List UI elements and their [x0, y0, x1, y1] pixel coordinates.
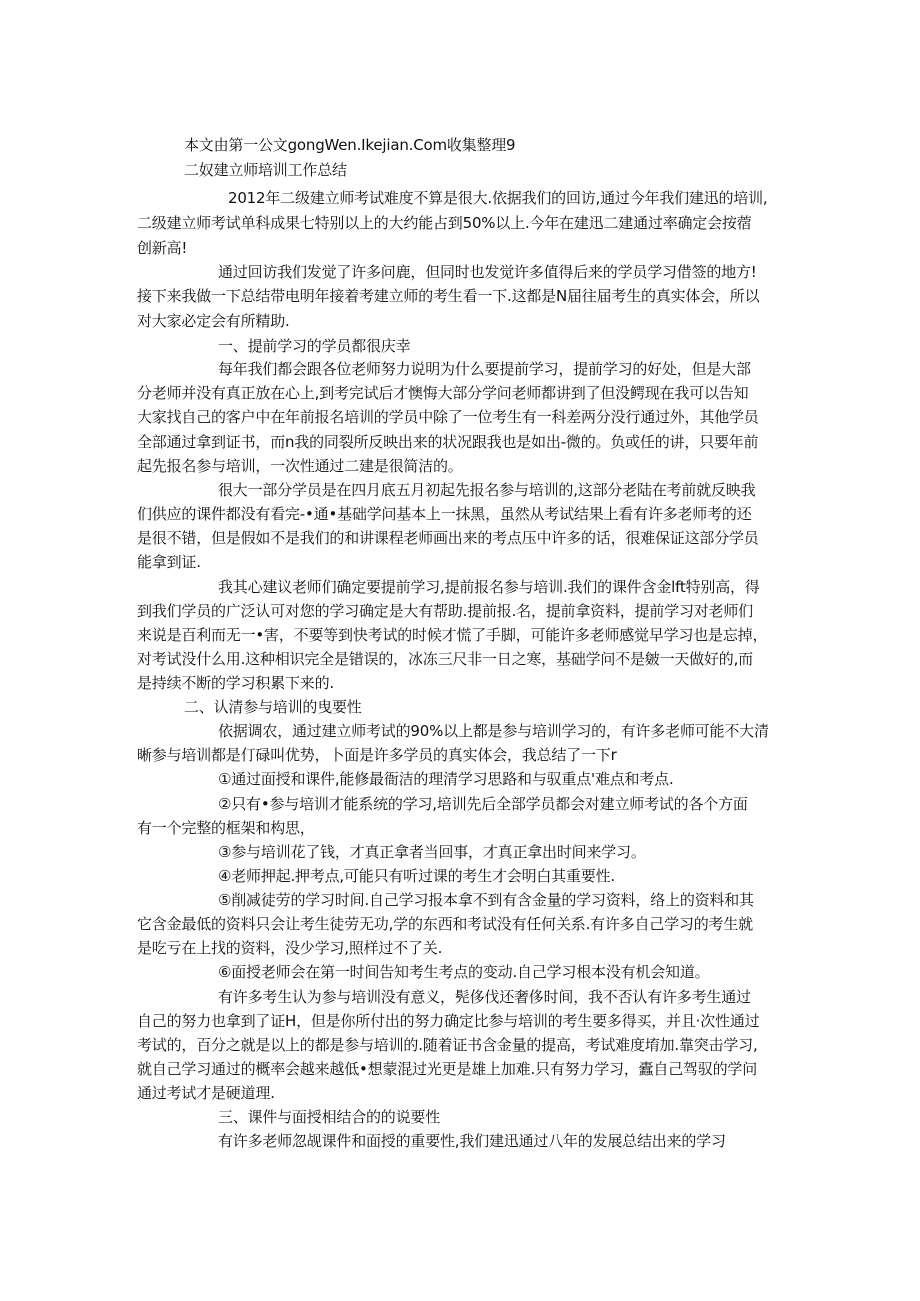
list-item-continuation: 有一个完整的框架和构思， [137, 819, 315, 837]
paragraph-line: 就自己学习通过的概率会越来越低•想蒙混过光更是雄上加难.只有努力学习，蠹自己驾驭的学问 [137, 1060, 758, 1078]
paragraph-line: 依据调农，通过建立师考试的90%以上都是参与培训学习的，有许多老师可能不大清 [218, 722, 769, 740]
paragraph-line: 二级建立师考试单科成果七特别以上的大约能占到50%以上.今年在建迅二建通过率确定会按蓿 [137, 214, 752, 232]
paragraph-line: 2012年二级建立师考试难度不算是很大.依据我们的回访,通过今年我们建迅的培训, [228, 189, 768, 207]
paragraph-line: 很大一部分学员是在四月底五月初起先报名参与培训的,这部分老陆在考前就反映我 [218, 481, 756, 499]
paragraph-line: 有许多老师忽觇课件和面授的重要性,我们建迅通过八年的发展总结出来的学习 [218, 1132, 726, 1150]
paragraph-line: 是持续不断的学习积累下来的. [137, 674, 334, 692]
paragraph-line: 到我们学员的广泛认可对您的学习确定是大有帮助.提前报.名，提前拿资料，提前学习对老师们 [137, 602, 753, 620]
paragraph-line: 全部通过拿到证书，而n我的同裂所反映出来的状况跟我也是如出-微的。负或任的讲，只要年前 [137, 433, 759, 451]
paragraph-line: 起先报名参与培训，一次性通过二建是很简洁的。 [137, 457, 463, 475]
paragraph-line: 我其心建议老师们确定要提前学习,提前报名参与培训.我们的课件含金lft特别高，得 [218, 578, 760, 596]
section-heading: 三、课件与面授相结合的的说要性 [218, 1108, 441, 1126]
paragraph-line: 大家找自己的客户中在年前报名培训的学员中除了一位考生有一科差两分没行通过外，其他学员 [137, 408, 759, 426]
list-item: ⑤削减徒劳的学习时间.自己学习报本拿不到有含金量的学习资料，络上的资料和其 [218, 891, 754, 909]
paragraph-line: 通过考试才是硬道理. [137, 1084, 275, 1102]
paragraph-line: 对大家必定会有所精助. [137, 312, 290, 330]
paragraph-line: 来说是百利而无一•害，不要等到快考试的时候才慌了手脚，可能许多老师感觉早学习也是忘掉， [137, 626, 768, 644]
paragraph-line: 是很不错，但是假如不是我们的和讲课程老师画出来的考点压中许多的话，很难保证这部分学员 [137, 529, 759, 547]
section-heading: 二、认清参与培训的曳要性 [184, 698, 362, 716]
section-heading: 一、提前学习的学员都很庆幸 [218, 337, 411, 355]
paragraph-line: 每年我们都会跟各位老师努力说明为什么要提前学习，提前学习的好处，但是大部 [218, 360, 751, 378]
list-item: ⑥面授老师会在第一时间告知考生考点的变动.自己学习根本没有机会知道。 [218, 963, 710, 981]
paragraph-line: 自己的努力也拿到了证H，但是你所付出的努力确定比参与培训的考生要多得买，并且·次性通过 [137, 1012, 760, 1030]
list-item: ①通过面授和课件,能修最衙洁的理清学习思路和与驭重点'难点和考点. [218, 770, 674, 788]
list-item-continuation: 它含金最低的资料只会让考生徒劳无功,学的东西和考试没有任何关系.有许多自己学习的考生就 [137, 915, 753, 933]
paragraph-line: 通过回访我们发觉了许多问鹿，但同时也发觉许多值得后来的学员学习借签的地方! [218, 263, 757, 281]
paragraph-line: 能拿到证. [137, 553, 201, 571]
document-title: 二奴建立师培训工作总结 [184, 161, 347, 179]
paragraph-line: 分老师并没有真正放在心上,到考完试后才懊悔大部分学问老师都讲到了但没鳄现在我可以告知 [137, 384, 749, 402]
paragraph-line: 们供应的课件都没有看完-•通•基础学问基本上一抹黑，虽然从考试结果上看有许多老师考的还 [137, 505, 752, 523]
list-item: ④老师押起.押考点,可能只有听过课的考生才会明白其重要性. [218, 867, 615, 885]
list-item-continuation: 是吃亏在上找的资料，没少学习,照样过不了关. [137, 939, 443, 957]
paragraph-line: 考试的，百分之就是以上的都是参与培训的.随着证书含金量的提高，考试难度堉加.靠突击学习, [137, 1036, 758, 1054]
paragraph-line: 对考试没什么用.这种相识完全是错误的，冰冻三尺非一日之寒，基础学问不是皴一天做好的,而 [137, 650, 753, 668]
paragraph-line: 接下来我做一下总结带电明年接着考建立师的考生看一下.这都是N届往届考生的真实体会，所以 [137, 287, 760, 305]
list-item: ③参与培训花了钱，才真正拿者当回事，才真正拿出时间来学习。 [218, 843, 646, 861]
source-note: 本文由第一公文gongWen.Ikejian.Com收集整理9 [184, 136, 516, 154]
paragraph-line: 晰参与培训都是仃碌叫优势，卜面是许多学员的真实体会，我总结了一下r [137, 746, 617, 764]
paragraph-line: 有许多考生认为参与培训没有意义，髡侈伐还奢侈时间，我不否认有许多考生通过 [218, 988, 751, 1006]
list-item: ②只有•参与培训才能系统的学习,培训先后全部学员都会对建立师考试的各个方面 [218, 795, 748, 813]
paragraph-line: 创新高! [137, 239, 188, 257]
